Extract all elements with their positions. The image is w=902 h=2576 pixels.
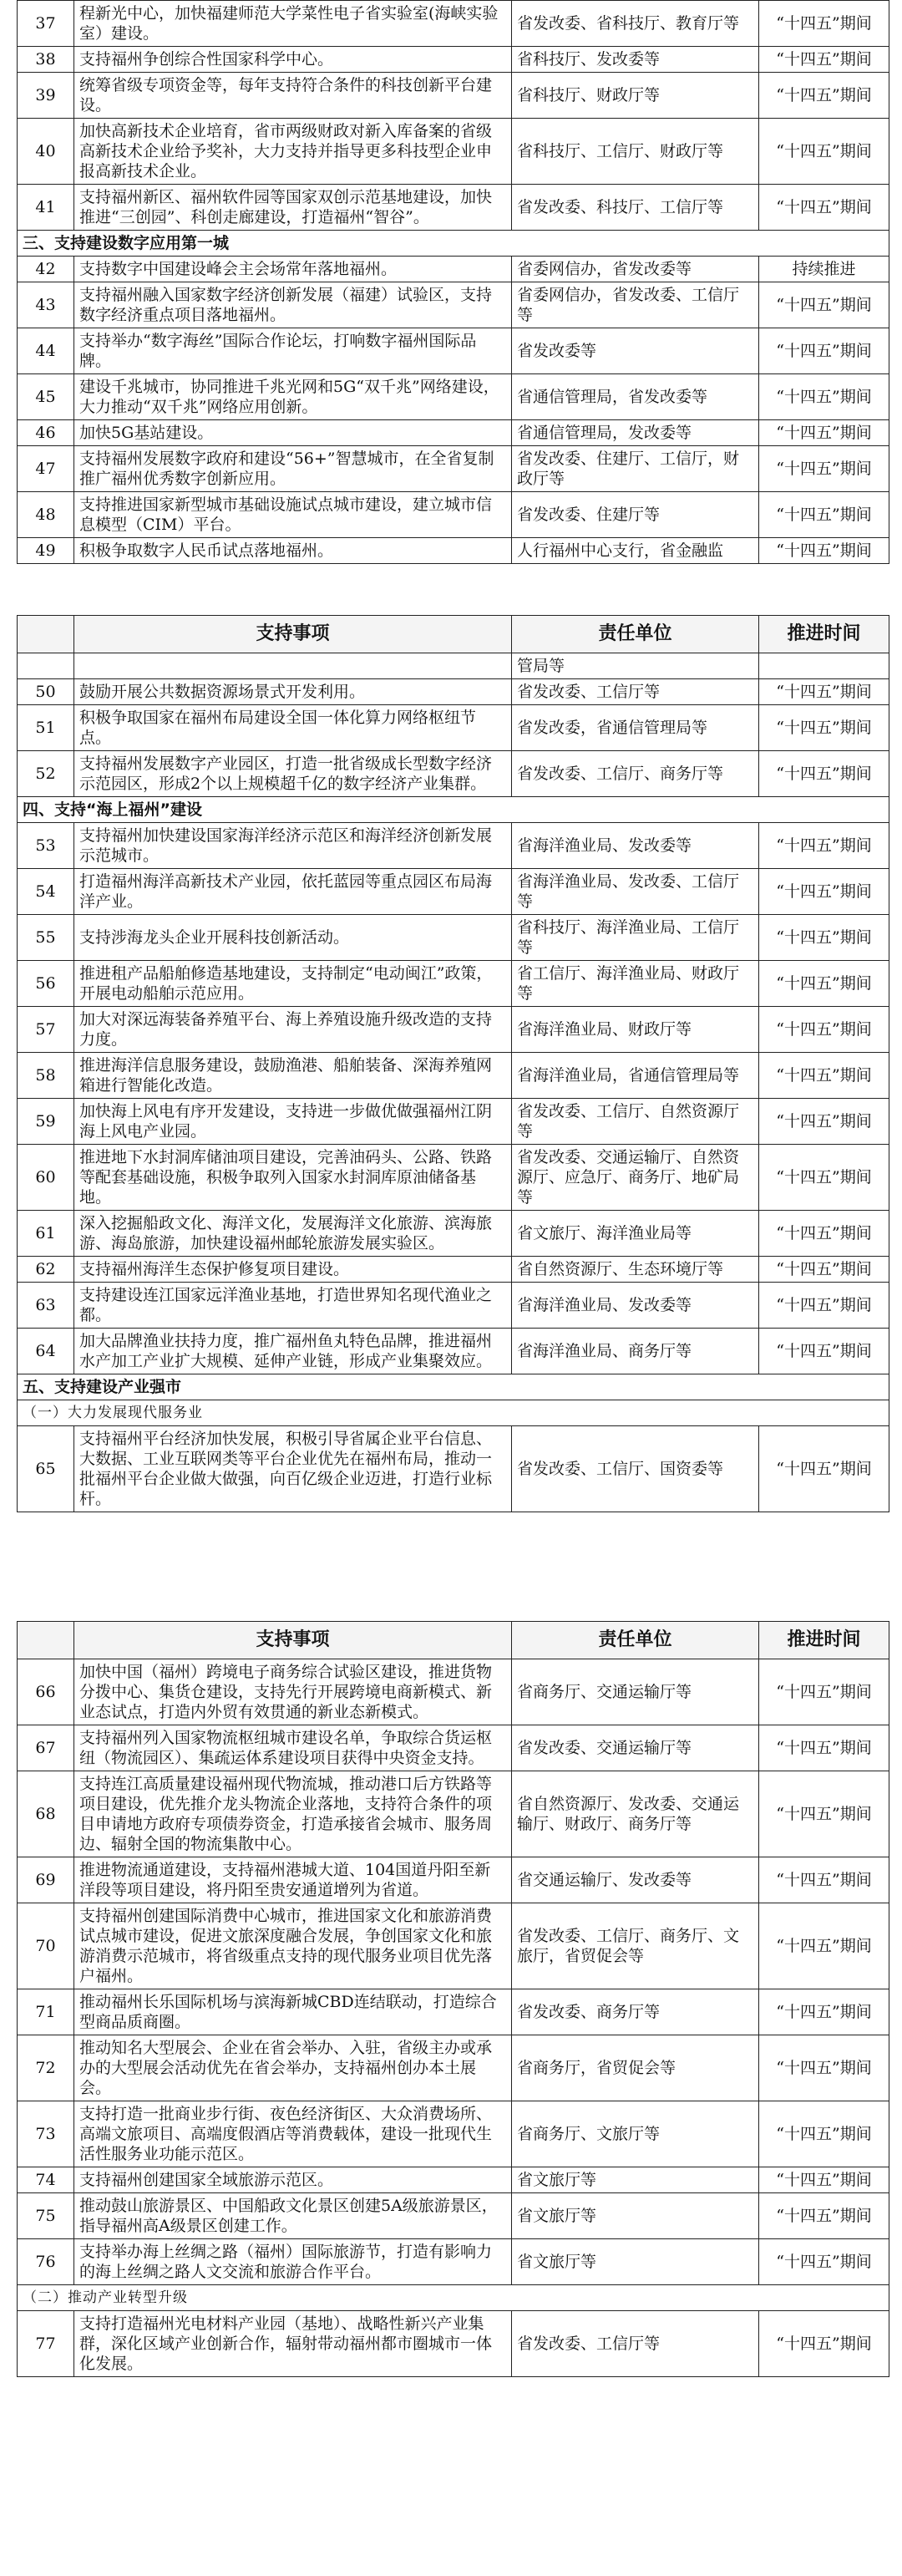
timeline: “十四五”期间 [759,2193,889,2239]
row-number: 71 [18,1989,74,2035]
support-item: 推进租产品船舶修造基地建设，支持制定“电动闽江”政策，开展电动船舶示范应用。 [74,961,512,1007]
responsible-unit: 省发改委、工信厅、商务厅等 [512,751,759,797]
responsible-unit: 省委网信办，省发改委、工信厅等 [512,282,759,328]
timeline: “十四五”期间 [759,1659,889,1725]
row-number: 56 [18,961,74,1007]
timeline: “十四五”期间 [759,751,889,797]
support-item: 支持举办海上丝绸之路（福州）国际旅游节，打造有影响力的海上丝绸之路人文交流和旅游合作平台。 [74,2239,512,2285]
responsible-unit: 省商务厅、交通运输厅等 [512,1659,759,1725]
support-item: 加大品牌渔业扶持力度，推广福州鱼丸特色品牌，推进福州水产加工产业扩大规模、延伸产业链，形成产业集聚效应。 [74,1329,512,1374]
table-row [18,538,889,564]
support-item: 程新光中心，加快福建师范大学菜性电子省实验室(海峡实验室）建设。 [74,1,512,47]
subsection-heading-row [18,1400,889,1426]
table-row [18,420,889,446]
subsection-heading: （一）大力发展现代服务业 [18,1400,889,1426]
table-row [18,185,889,231]
responsible-unit: 省发改委、交通运输厅等 [512,1725,759,1771]
timeline: “十四五”期间 [759,420,889,446]
support-item: 支持建设连江国家远洋渔业基地，打造世界知名现代渔业之都。 [74,1283,512,1329]
responsible-unit: 省委网信办，省发改委等 [512,257,759,282]
row-number: 59 [18,1099,74,1145]
responsible-unit: 人行福州中心支行，省金融监 [512,538,759,564]
timeline: “十四五”期间 [759,1329,889,1374]
table-row [18,2167,889,2193]
table-row [18,751,889,797]
responsible-unit: 省海洋渔业局，省通信管理局等 [512,1053,759,1099]
table-row [18,2101,889,2167]
responsible-unit: 省发改委、工信厅、商务厅、文旅厅，省贸促会等 [512,1903,759,1989]
support-item: 支持福州平台经济加快发展，积极引导省属企业平台信息、大数据、工业互联网类等平台企业优先在福州布局，推动一批福州平台企业做大做强，向百亿级企业迈进，打造行业标杆。 [74,1426,512,1512]
responsible-unit: 省海洋渔业局、发改委等 [512,1283,759,1329]
responsible-unit: 省发改委、工信厅、自然资源厅等 [512,1099,759,1145]
table-row [18,2035,889,2101]
table-row [18,1145,889,1211]
row-number: 57 [18,1007,74,1053]
row-number: 58 [18,1053,74,1099]
support-item: 支持连江高质量建设福州现代物流城，推动港口后方铁路等项目建设，优先推介龙头物流企业落地，支持符合条件的项目申请地方政府专项债券资金，打造承接省会城市、服务周边、辐射全国的物流集散中心。 [74,1771,512,1857]
timeline: “十四五”期间 [759,1903,889,1989]
row-number: 60 [18,1145,74,1211]
timeline: “十四五”期间 [759,705,889,751]
table-header-row [18,616,889,653]
support-item: 支持福州创建国际消费中心城市，推进国家文化和旅游消费试点城市建设，促进文旅深度融合发展，争创国家文化和旅游消费示范城市，将省级重点支持的现代服务业项目优先落户福州。 [74,1903,512,1989]
header-unit: 责任单位 [512,616,759,653]
table-row [18,328,889,374]
responsible-unit: 省发改委、省科技厅、教育厅等 [512,1,759,47]
support-table-1 [17,0,889,564]
table-row [18,823,889,869]
responsible-unit: 省发改委、工信厅、国资委等 [512,1426,759,1512]
section-heading: 四、支持“海上福州”建设 [18,797,889,823]
row-number: 77 [18,2311,74,2377]
row-number: 72 [18,2035,74,2101]
table-body-2 [18,653,889,1512]
support-table-3 [17,1621,889,2377]
responsible-unit: 省海洋渔业局、商务厅等 [512,1329,759,1374]
support-item: 支持涉海龙头企业开展科技创新活动。 [74,915,512,961]
timeline: “十四五”期间 [759,538,889,564]
responsible-unit: 省科技厅、发改委等 [512,47,759,73]
responsible-unit: 省发改委、交通运输厅、自然资源厅、应急厅、商务厅、地矿局等 [512,1145,759,1211]
table-row [18,1903,889,1989]
row-number: 48 [18,492,74,538]
timeline: “十四五”期间 [759,282,889,328]
table-row [18,1989,889,2035]
support-item: 支持举办“数字海丝”国际合作论坛，打响数字福州国际品牌。 [74,328,512,374]
support-item: 支持打造福州光电材料产业园（基地）、战略性新兴产业集群，深化区域产业创新合作，辐射带动福州都市圈城市一体化发展。 [74,2311,512,2377]
empty-cell [18,653,74,679]
row-number: 47 [18,446,74,492]
row-number: 50 [18,679,74,705]
support-item: 加快5G基站建设。 [74,420,512,446]
section-heading-row [18,1374,889,1400]
responsible-unit: 省发改委、工信厅等 [512,679,759,705]
section-heading-row [18,231,889,257]
support-item: 推进物流通道建设，支持福州港城大道、104国道丹阳至新洋段等项目建设，将丹阳至贵安通道增列为省道。 [74,1857,512,1903]
support-item: 深入挖掘船政文化、海洋文化，发展海洋文化旅游、滨海旅游、海岛旅游，加快建设福州邮轮旅游发展实验区。 [74,1211,512,1257]
table-row [18,869,889,915]
row-number: 54 [18,869,74,915]
timeline: “十四五”期间 [759,47,889,73]
row-number: 61 [18,1211,74,1257]
row-number: 51 [18,705,74,751]
support-item: 加快海上风电有序开发建设，支持进一步做优做强福州江阴海上风电产业园。 [74,1099,512,1145]
row-number: 66 [18,1659,74,1725]
subsection-heading-row [18,2285,889,2311]
table-row [18,1857,889,1903]
responsible-unit: 省科技厅、工信厅、财政厅等 [512,119,759,185]
row-number: 49 [18,538,74,564]
row-number: 65 [18,1426,74,1512]
timeline: “十四五”期间 [759,119,889,185]
row-number: 45 [18,374,74,420]
timeline: “十四五”期间 [759,1257,889,1283]
table-row [18,2239,889,2285]
support-item: 支持福州列入国家物流枢纽城市建设名单，争取综合货运枢纽（物流园区）、集疏运体系建设项目获得中央资金支持。 [74,1725,512,1771]
support-item: 统筹省级专项资金等，每年支持符合条件的科技创新平台建设。 [74,73,512,119]
row-number: 76 [18,2239,74,2285]
table-row [18,961,889,1007]
header-num [18,1622,74,1659]
responsible-unit: 省通信管理局，省发改委等 [512,374,759,420]
timeline: “十四五”期间 [759,1099,889,1145]
responsible-unit: 省科技厅、海洋渔业局、工信厅等 [512,915,759,961]
row-number: 38 [18,47,74,73]
responsible-unit: 省海洋渔业局、财政厅等 [512,1007,759,1053]
table-row [18,1426,889,1512]
table-row [18,1283,889,1329]
row-number: 55 [18,915,74,961]
row-number: 75 [18,2193,74,2239]
row-number: 73 [18,2101,74,2167]
responsible-unit: 省文旅厅等 [512,2167,759,2193]
support-table-2 [17,615,889,1512]
responsible-unit: 省发改委，省通信管理局等 [512,705,759,751]
row-number: 40 [18,119,74,185]
table-row [18,446,889,492]
timeline: “十四五”期间 [759,374,889,420]
responsible-unit: 省工信厅、海洋渔业局、财政厅等 [512,961,759,1007]
table-row [18,915,889,961]
responsible-unit: 省文旅厅等 [512,2193,759,2239]
table-header-row [18,1622,889,1659]
empty-cell [759,653,889,679]
support-item: 建设千兆城市，协同推进千兆光网和5G“双千兆”网络建设，大力推动“双千兆”网络应用创新。 [74,374,512,420]
table-row [18,679,889,705]
support-item: 支持福州发展数字产业园区，打造一批省级成长型数字经济示范园区，形成2个以上规模超千亿的数字经济产业集群。 [74,751,512,797]
header-time: 推进时间 [759,1622,889,1659]
table-row [18,47,889,73]
table-row [18,1725,889,1771]
timeline: “十四五”期间 [759,2035,889,2101]
responsible-unit: 省海洋渔业局、发改委等 [512,823,759,869]
support-item: 支持福州加快建设国家海洋经济示范区和海洋经济创新发展示范城市。 [74,823,512,869]
responsible-unit: 省发改委、商务厅等 [512,1989,759,2035]
timeline: “十四五”期间 [759,446,889,492]
timeline: “十四五”期间 [759,185,889,231]
timeline: “十四五”期间 [759,492,889,538]
row-number: 37 [18,1,74,47]
table-row [18,492,889,538]
table-part-2 [17,615,889,1512]
support-item: 加快中国（福州）跨境电子商务综合试验区建设，推进货物分拨中心、集货仓建设，支持先行开展跨境电商新模式、新业态试点，打造内外贸有效贯通的新业态新模式。 [74,1659,512,1725]
support-item: 支持推进国家新型城市基础设施试点城市建设，建立城市信息模型（CIM）平台。 [74,492,512,538]
timeline: “十四五”期间 [759,2239,889,2285]
responsible-unit: 省交通运输厅、发改委等 [512,1857,759,1903]
timeline: “十四五”期间 [759,1283,889,1329]
row-number: 70 [18,1903,74,1989]
support-item: 积极争取数字人民币试点落地福州。 [74,538,512,564]
section-heading-row [18,797,889,823]
row-number: 44 [18,328,74,374]
row-number: 64 [18,1329,74,1374]
section-heading: 五、支持建设产业强市 [18,1374,889,1400]
table-row [18,2193,889,2239]
row-number: 68 [18,1771,74,1857]
timeline: “十四五”期间 [759,869,889,915]
support-item: 支持福州融入国家数字经济创新发展（福建）试验区，支持数字经济重点项目落地福州。 [74,282,512,328]
responsible-unit: 省自然资源厅、发改委、交通运输厅、财政厅、商务厅等 [512,1771,759,1857]
support-item: 积极争取国家在福州布局建设全国一体化算力网络枢纽节点。 [74,705,512,751]
timeline: “十四五”期间 [759,1053,889,1099]
row-number: 63 [18,1283,74,1329]
header-item: 支持事项 [74,616,512,653]
responsible-unit: 省发改委等 [512,328,759,374]
table-row [18,1771,889,1857]
section-heading: 三、支持建设数字应用第一城 [18,231,889,257]
responsible-unit: 省科技厅、财政厅等 [512,73,759,119]
timeline: “十四五”期间 [759,2167,889,2193]
responsible-unit: 省发改委、住建厅、工信厅，财政厅等 [512,446,759,492]
support-item: 支持数字中国建设峰会主会场常年落地福州。 [74,257,512,282]
responsible-unit: 省商务厅，省贸促会等 [512,2035,759,2101]
support-item: 推进海洋信息服务建设，鼓励渔港、船舶装备、深海养殖网箱进行智能化改造。 [74,1053,512,1099]
timeline: “十四五”期间 [759,1857,889,1903]
row-number: 46 [18,420,74,446]
table-row [18,1007,889,1053]
timeline: “十四五”期间 [759,2311,889,2377]
table-row [18,257,889,282]
row-number: 67 [18,1725,74,1771]
support-item: 支持福州争创综合性国家科学中心。 [74,47,512,73]
header-item: 支持事项 [74,1622,512,1659]
table-row [18,2311,889,2377]
timeline: “十四五”期间 [759,1426,889,1512]
row-number: 74 [18,2167,74,2193]
table-body-1 [18,1,889,564]
support-item: 鼓励开展公共数据资源场景式开发利用。 [74,679,512,705]
support-item: 支持打造一批商业步行街、夜色经济街区、大众消费场所、高端文旅项目、高端度假酒店等消费载体，建设一批现代生活性服务业功能示范区。 [74,2101,512,2167]
timeline: “十四五”期间 [759,2101,889,2167]
timeline: “十四五”期间 [759,1725,889,1771]
support-item: 支持福州新区、福州软件园等国家双创示范基地建设，加快推进“三创园”、科创走廊建设，打造福州“智谷”。 [74,185,512,231]
row-number: 39 [18,73,74,119]
table-row [18,73,889,119]
support-item: 推动福州长乐国际机场与滨海新城CBD连结联动，打造综合型商品质商圈。 [74,1989,512,2035]
timeline: “十四五”期间 [759,823,889,869]
timeline: “十四五”期间 [759,73,889,119]
row-number: 52 [18,751,74,797]
header-time: 推进时间 [759,616,889,653]
row-number: 43 [18,282,74,328]
timeline: “十四五”期间 [759,679,889,705]
header-unit: 责任单位 [512,1622,759,1659]
table-row [18,1257,889,1283]
empty-cell [74,653,512,679]
row-number: 42 [18,257,74,282]
responsible-unit: 省海洋渔业局、发改委、工信厅等 [512,869,759,915]
support-item: 打造福州海洋高新技术产业园，依托蓝园等重点园区布局海洋产业。 [74,869,512,915]
support-item: 加快高新技术企业培育，省市两级财政对新入库备案的省级高新技术企业给予奖补，大力支持并指导更多科技型企业申报高新技术企业。 [74,119,512,185]
support-item: 推动鼓山旅游景区、中国船政文化景区创建5A级旅游景区，指导福州高A级景区创建工作。 [74,2193,512,2239]
support-item: 支持福州创建国家全域旅游示范区。 [74,2167,512,2193]
row-number: 41 [18,185,74,231]
table-row [18,1659,889,1725]
timeline: “十四五”期间 [759,961,889,1007]
row-number: 69 [18,1857,74,1903]
timeline: “十四五”期间 [759,1145,889,1211]
responsible-unit: 省发改委、工信厅等 [512,2311,759,2377]
responsible-unit: 省文旅厅等 [512,2239,759,2285]
table-row [18,1211,889,1257]
table-row [18,1329,889,1374]
table-row [18,1,889,47]
timeline: “十四五”期间 [759,1,889,47]
table-part-1 [17,0,889,564]
responsible-unit: 省通信管理局，发改委等 [512,420,759,446]
row-number: 53 [18,823,74,869]
responsible-unit-continued: 管局等 [512,653,759,679]
timeline: “十四五”期间 [759,328,889,374]
responsible-unit: 省文旅厅、海洋渔业局等 [512,1211,759,1257]
timeline: 持续推进 [759,257,889,282]
responsible-unit: 省发改委、住建厅等 [512,492,759,538]
table-row [18,119,889,185]
support-item: 推动知名大型展会、企业在省会举办、入驻，省级主办或承办的大型展会活动优先在省会举办，支持福州创办本土展会。 [74,2035,512,2101]
timeline: “十四五”期间 [759,1007,889,1053]
responsible-unit: 省商务厅、文旅厅等 [512,2101,759,2167]
table-row [18,705,889,751]
subsection-heading: （二）推动产业转型升级 [18,2285,889,2311]
table-row [18,374,889,420]
timeline: “十四五”期间 [759,1989,889,2035]
continued-row [18,653,889,679]
support-item: 加大对深远海装备养殖平台、海上养殖设施升级改造的支持力度。 [74,1007,512,1053]
responsible-unit: 省发改委、科技厅、工信厅等 [512,185,759,231]
table-row [18,1053,889,1099]
support-item: 支持福州发展数字政府和建设“56+”智慧城市，在全省复制推广福州优秀数字创新应用。 [74,446,512,492]
support-item: 支持福州海洋生态保护修复项目建设。 [74,1257,512,1283]
row-number: 62 [18,1257,74,1283]
responsible-unit: 省自然资源厅、生态环境厅等 [512,1257,759,1283]
timeline: “十四五”期间 [759,1211,889,1257]
timeline: “十四五”期间 [759,915,889,961]
support-item: 推进地下水封洞库储油项目建设，完善油码头、公路、铁路等配套基础设施，积极争取列入国家水封洞库原油储备基地。 [74,1145,512,1211]
table-row [18,1099,889,1145]
table-body-3 [18,1659,889,2377]
header-num [18,616,74,653]
table-row [18,282,889,328]
timeline: “十四五”期间 [759,1771,889,1857]
table-part-3 [17,1621,889,2377]
